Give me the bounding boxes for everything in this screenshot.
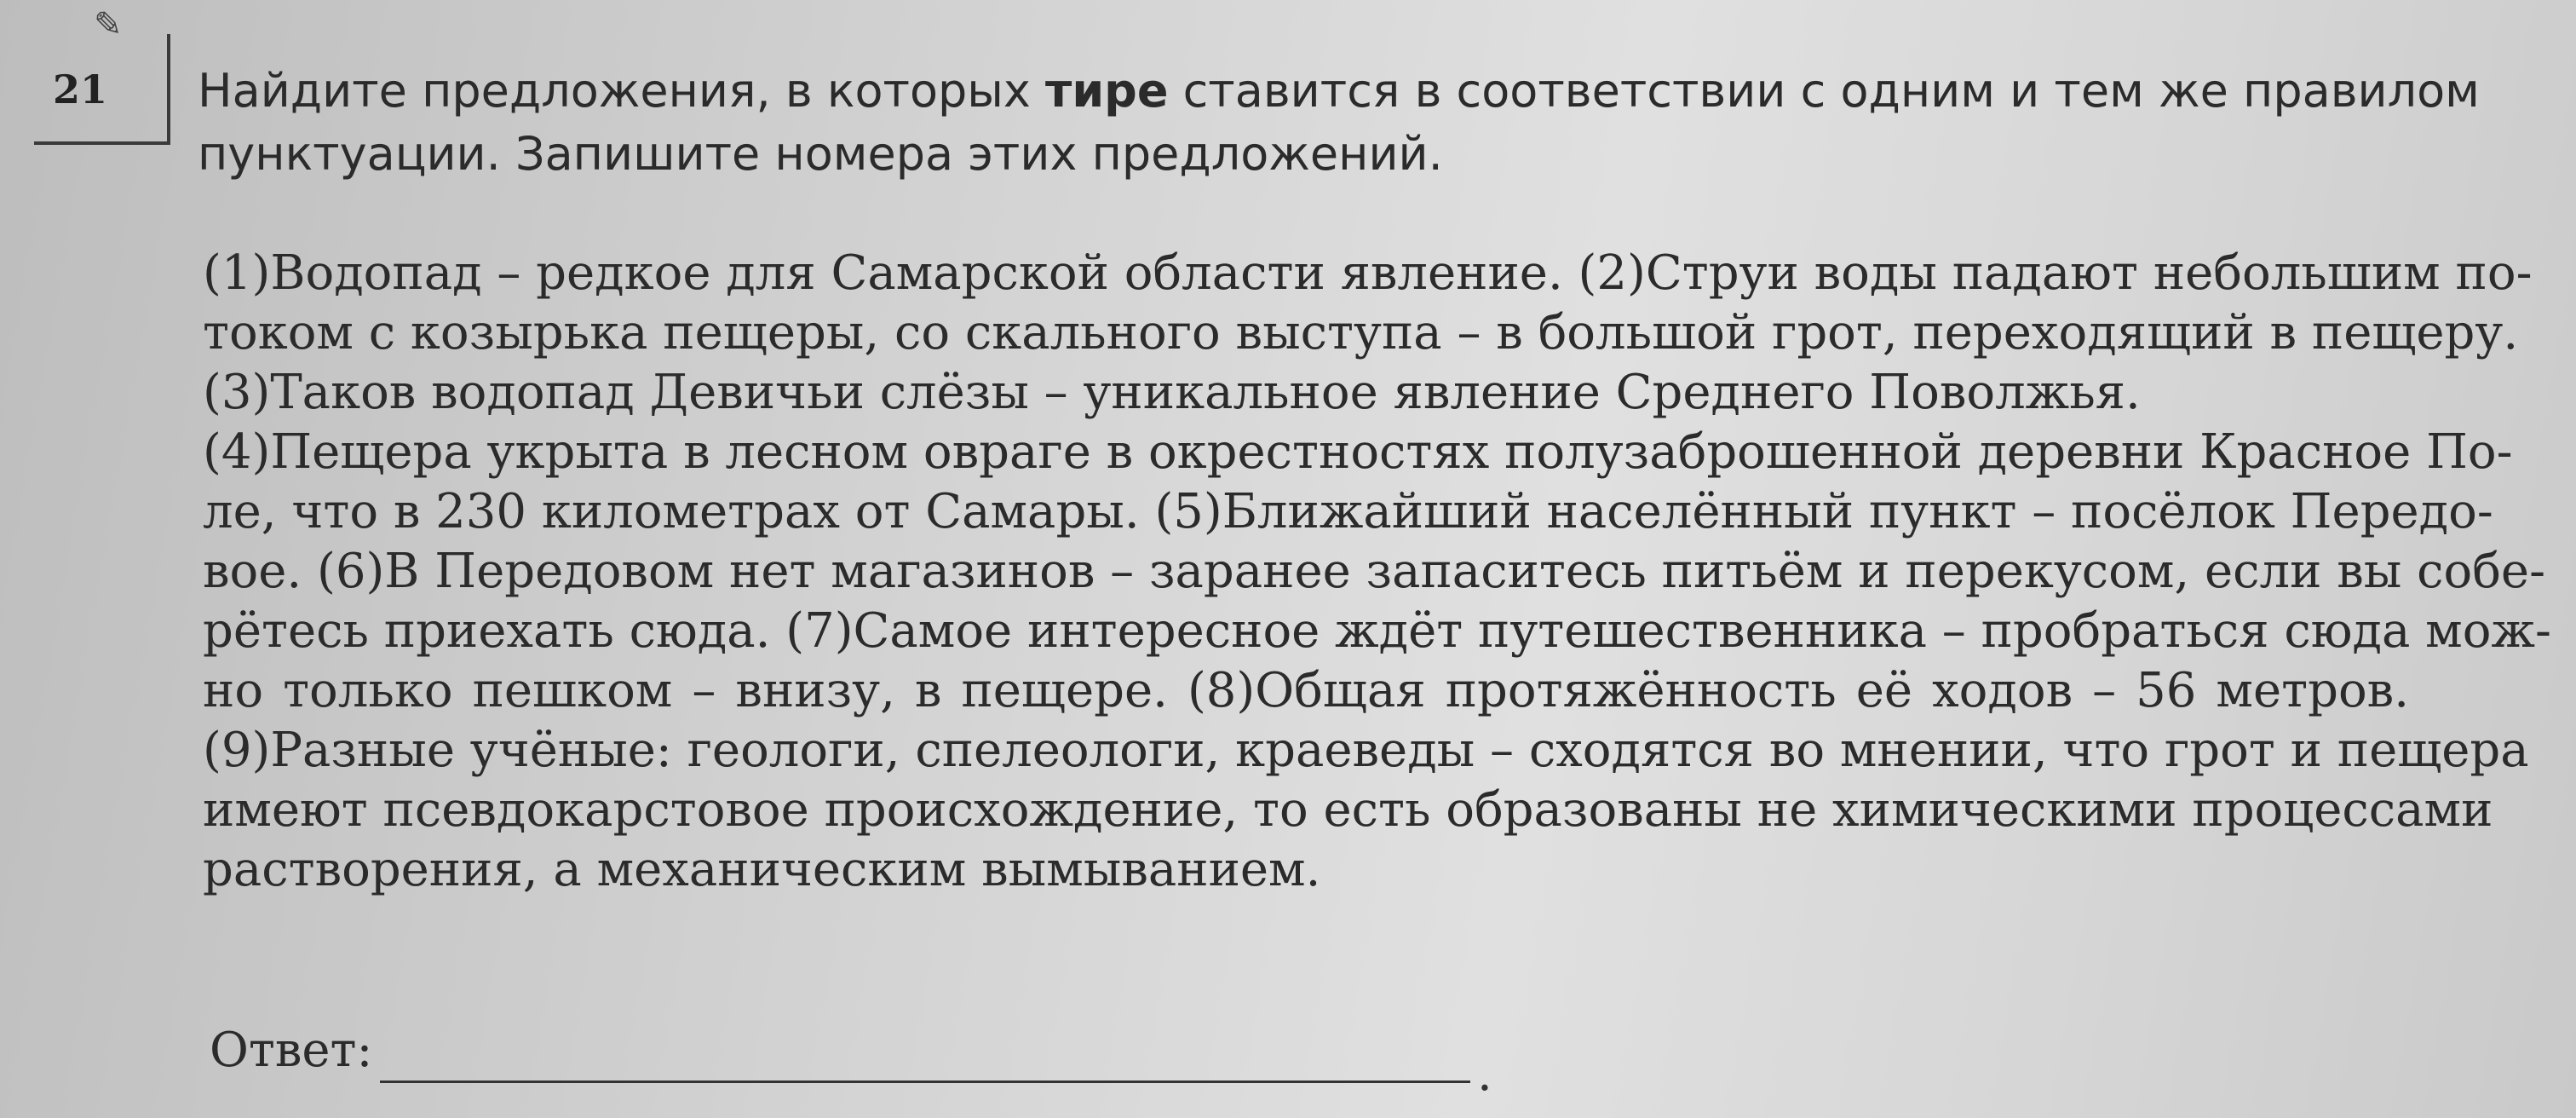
text-line: ле, что в 230 километрах от Самары. (5)Ближайший населённый пункт – посёлок Передо-	[203, 484, 2493, 539]
text-line: (3)Таков водопад Девичьи слёзы – уникальное явление Среднего Поволжья.	[203, 365, 2141, 420]
task-text	[203, 244, 2551, 900]
text-line: вое. (6)В Передовом нет магазинов – заранее запаситесь питьём и перекусом, если вы собе-	[203, 544, 2545, 599]
text-line: рётесь приехать сюда. (7)Самое интересное ждёт путешественника – пробраться сюда мож-	[203, 603, 2551, 659]
instruction-bold-word: тире	[1045, 64, 1169, 118]
text-line: растворения, а механическим вымыванием.	[203, 842, 1321, 897]
task-number: 21	[52, 66, 107, 112]
answer-label: Ответ:	[210, 1023, 373, 1078]
instruction-part1: Найдите предложения, в которых	[198, 64, 1046, 118]
pin-mark-icon: ✎	[94, 5, 123, 44]
instruction-part2: ставится в соответствии с одним и тем же правилом пунктуации. Запишите номера этих предложений.	[198, 64, 2480, 181]
answer-field-line[interactable]	[380, 1081, 1470, 1083]
text-line: имеют псевдокарстовое происхождение, то есть образованы не химическими процессами	[203, 782, 2493, 838]
text-line: (9)Разные учёные: геологи, спелеологи, краеведы – сходятся во мнении, что грот и пещера	[203, 723, 2529, 778]
text-line: (1)Водопад – редкое для Самарской области явление. (2)Струи воды падают небольшим по-	[203, 245, 2533, 301]
task-number-box	[34, 34, 170, 145]
answer-end-mark: .	[1477, 1046, 1492, 1102]
task-instruction	[198, 60, 2481, 186]
text-line: током с козырька пещеры, со скального выступа – в большой грот, переходящий в пещеру.	[203, 305, 2519, 360]
text-line: (4)Пещера укрыта в лесном овраге в окрестностях полузаброшенной деревни Красное По-	[203, 424, 2513, 480]
text-line: но только пешком – внизу, в пещере. (8)Общая протяжённость её ходов – 56 метров.	[203, 663, 2409, 718]
